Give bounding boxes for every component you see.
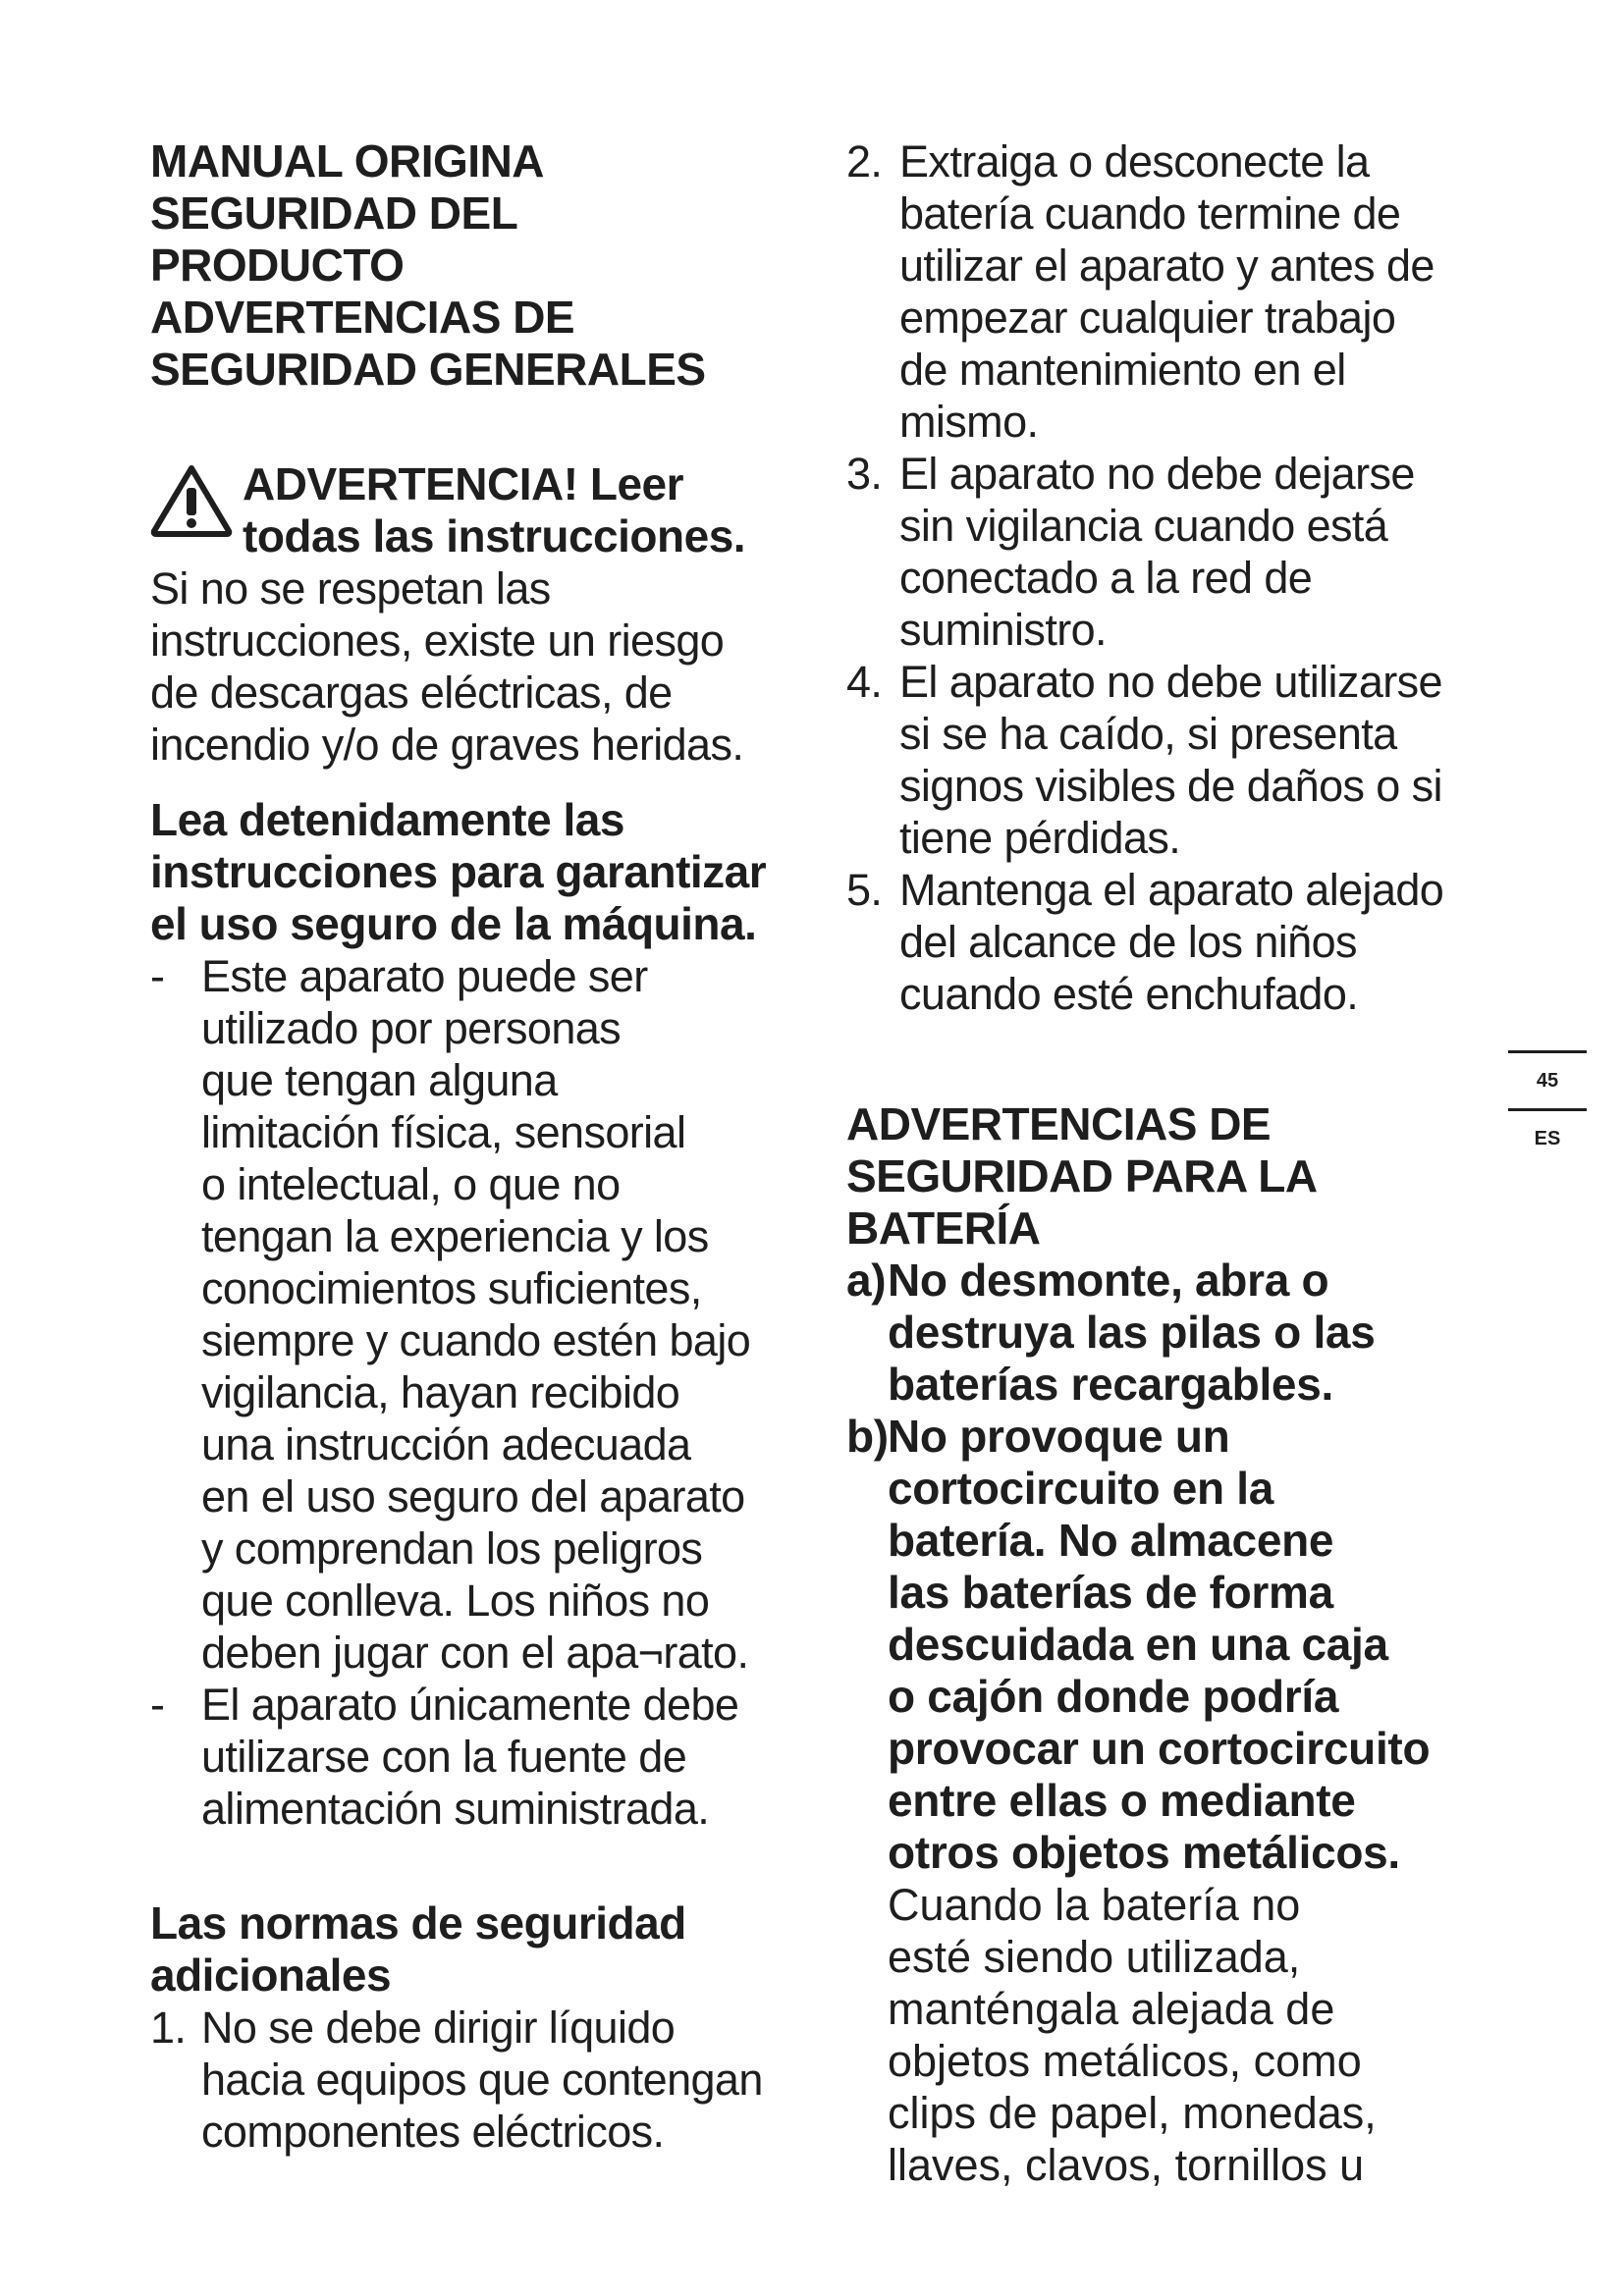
list-marker: b) [846, 1411, 889, 1462]
item-line: una instrucción adecuada [201, 1419, 691, 1469]
item-line: siempre y cuando estén bajo [201, 1315, 751, 1365]
item-line: limitación física, sensorial [201, 1107, 686, 1157]
item-line: manténgala alejada de [888, 1984, 1335, 2034]
item-line: conectado a la red de [899, 553, 1313, 603]
item-line: El aparato no debe utilizarse [899, 657, 1442, 707]
item-line: o cajón donde podría [888, 1671, 1339, 1722]
item-line: mismo. [899, 397, 1039, 447]
item-line: de mantenimiento en el [899, 345, 1346, 395]
item-line: si se ha caído, si presenta [899, 709, 1397, 759]
intro-line: instrucciones para garantizar [150, 846, 767, 897]
item-line: entre ellas o mediante [888, 1775, 1356, 1826]
item-line: clips de papel, monedas, [888, 2088, 1377, 2138]
warning-body-line: instrucciones, existe un riesgo [150, 615, 725, 666]
list-marker: 4. [846, 657, 883, 707]
item-line: y comprendan los peligros [201, 1523, 703, 1574]
battery-list [846, 1255, 1485, 2191]
dash-list-item [150, 1679, 798, 1835]
heading-line: BATERÍA [846, 1202, 1041, 1254]
language-code: ES [1534, 1128, 1561, 1149]
item-line: conocimientos suficientes, [201, 1263, 702, 1313]
item-line: provocar un cortocircuito [888, 1723, 1431, 1774]
warning-body-line: Si no se respetan las [150, 563, 551, 614]
item-line: destruya las pilas o las [888, 1307, 1376, 1358]
item-line: componentes eléctricos. [201, 2107, 665, 2157]
header-line: MANUAL ORIGINA [150, 135, 545, 187]
item-line [846, 1411, 1485, 1463]
item-line: las baterías de forma [888, 1567, 1333, 1618]
item-line: tiene pérdidas. [899, 813, 1181, 863]
heading-line: ADVERTENCIAS DE [846, 1098, 1272, 1149]
warning-body-line: incendio y/o de graves heridas. [150, 720, 744, 770]
numbered-list-item [150, 2002, 798, 2158]
item-line: llaves, clavos, tornillos u [888, 2140, 1365, 2190]
item-line [846, 1255, 1485, 1307]
warning-heading-line: ADVERTENCIA! Leer [243, 458, 684, 509]
item-line: alimentación suministrada. [201, 1784, 710, 1834]
dash-list-item [150, 950, 798, 1679]
numbered-list-item [846, 656, 1485, 864]
item-line: cortocircuito en la [888, 1463, 1274, 1514]
intro-line: Lea detenidamente las [150, 794, 624, 845]
item-line: vigilancia, hayan recibido [201, 1367, 680, 1417]
warning-block [150, 458, 798, 771]
list-marker: 3. [846, 449, 883, 499]
item-line: Cuando la batería no [888, 1880, 1301, 1930]
item-line: hacia equipos que contengan [201, 2055, 763, 2105]
heading-line: Las normas de seguridad [150, 1897, 686, 1949]
right-column [846, 135, 1485, 2191]
item-line: batería cuando termine de [899, 188, 1401, 239]
section-header [150, 135, 798, 396]
item-line: Mantenga el aparato alejado [899, 865, 1444, 915]
item-text: No provoque un [888, 1411, 1230, 1462]
intro-block [150, 794, 798, 950]
battery-list-item [846, 1411, 1485, 2191]
item-text: No desmonte, abra o [888, 1255, 1329, 1306]
page-number: 45 [1536, 1070, 1559, 1092]
item-line: otros objetos metálicos. [888, 1827, 1400, 1878]
item-line: esté siendo utilizada, [888, 1932, 1301, 1982]
item-line: sin vigilancia cuando está [899, 501, 1388, 551]
item-line: batería. No almacene [888, 1515, 1334, 1566]
left-column [150, 135, 798, 2158]
heading-line: SEGURIDAD PARA LA [846, 1150, 1318, 1201]
item-line: utilizado por personas [201, 1003, 622, 1053]
list-marker: 2. [846, 136, 883, 187]
heading-line: adicionales [150, 1949, 392, 2001]
item-line: del alcance de los niños [899, 917, 1357, 967]
item-line: No se debe dirigir líquido [201, 2002, 676, 2053]
list-marker: 1. [150, 2002, 187, 2053]
item-line: o intelectual, o que no [201, 1159, 621, 1209]
item-line: en el uso seguro del aparato [201, 1471, 745, 1522]
battery-heading [846, 1098, 1485, 1255]
item-line: objetos metálicos, como [888, 2036, 1362, 2086]
item-line: suministro. [899, 605, 1107, 655]
item-line: utilizar el aparato y antes de [899, 240, 1435, 291]
page-marker [1508, 1050, 1587, 1166]
item-line: baterías recargables. [888, 1359, 1333, 1410]
warning-triangle-icon [150, 464, 233, 537]
item-line: El aparato únicamente debe [201, 1680, 739, 1730]
item-line: utilizarse con la fuente de [201, 1732, 687, 1782]
item-line: descuidada en una caja [888, 1619, 1388, 1670]
numbered-list-item [846, 448, 1485, 656]
item-line: que tengan alguna [201, 1055, 558, 1105]
item-line: deben jugar con el apa¬rato. [201, 1628, 749, 1678]
item-line: Extraiga o desconecte la [899, 136, 1370, 187]
item-line: Este aparato puede ser [201, 951, 648, 1001]
warning-body-line: de descargas eléctricas, de [150, 667, 673, 718]
battery-list-item [846, 1255, 1485, 1411]
list-marker: a) [846, 1255, 887, 1306]
item-line: El aparato no debe dejarse [899, 449, 1415, 499]
list-marker: - [150, 1680, 165, 1730]
item-line: que conlleva. Los niños no [201, 1575, 710, 1626]
item-line: cuando esté enchufado. [899, 969, 1359, 1019]
warning-heading-line: todas las instrucciones. [243, 510, 746, 561]
item-line: signos visibles de daños o si [899, 761, 1442, 811]
item-line: empezar cualquier trabajo [899, 293, 1396, 343]
numbered-list-item [846, 864, 1485, 1020]
intro-line: el uso seguro de la máquina. [150, 898, 757, 949]
item-line: tengan la experiencia y los [201, 1211, 709, 1261]
list-marker: - [150, 951, 165, 1001]
numbered-list-item [846, 135, 1485, 448]
header-line: SEGURIDAD GENERALES [150, 344, 706, 395]
additional-rules-heading [150, 1897, 798, 2002]
list-marker: 5. [846, 865, 883, 915]
header-line: ADVERTENCIAS DE [150, 292, 575, 343]
header-line: PRODUCTO [150, 240, 405, 291]
header-line: SEGURIDAD DEL [150, 187, 518, 239]
